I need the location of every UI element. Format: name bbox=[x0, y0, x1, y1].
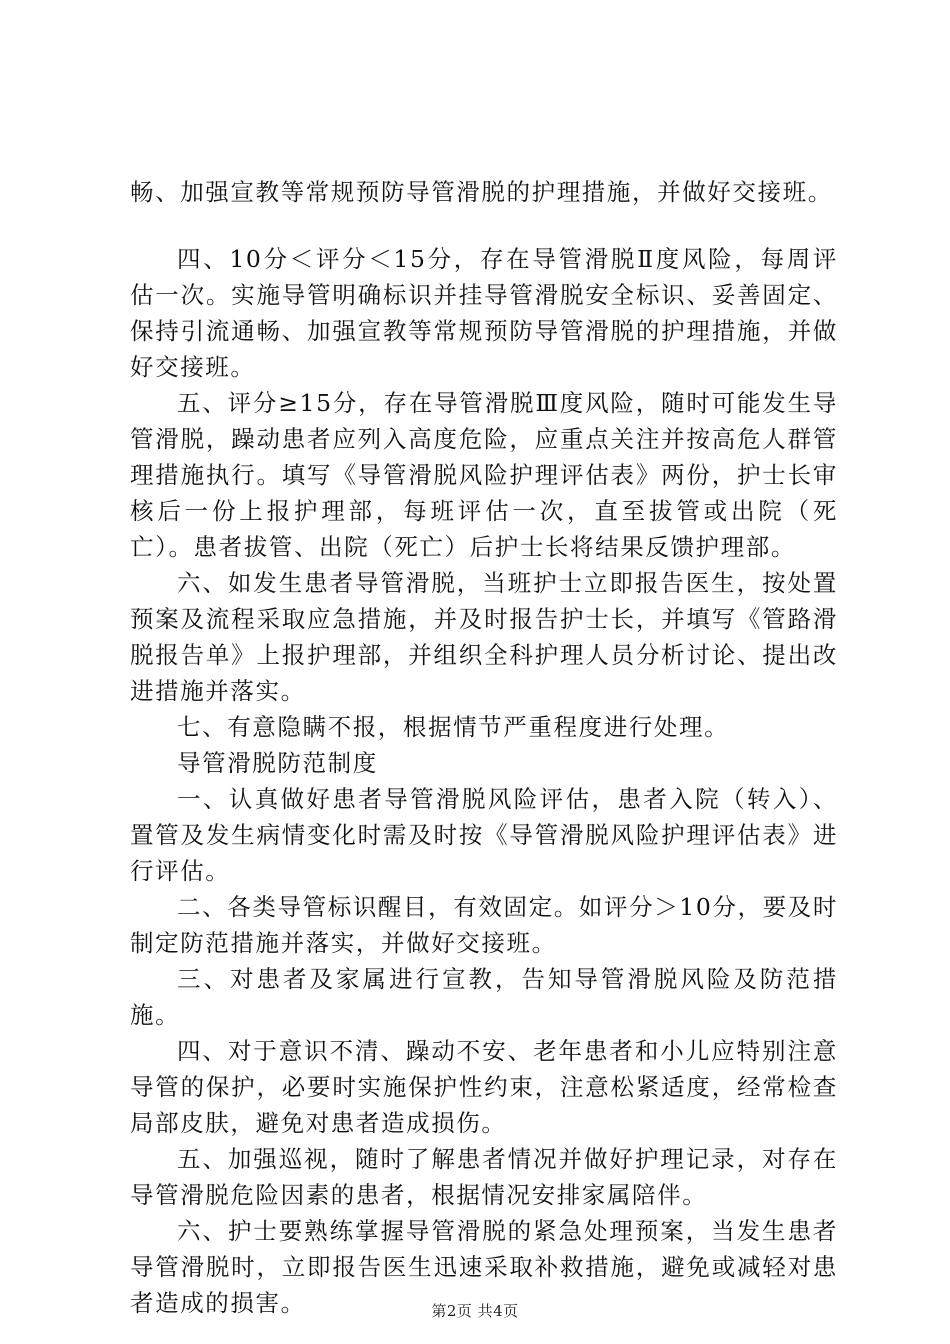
paragraph-continuation: 畅、加强宣教等常规预防导管滑脱的护理措施，并做好交接班。 bbox=[130, 178, 833, 206]
paragraph-item-5: 五、评分≥15分，存在导管滑脱Ⅲ度风险，随时可能发生导管滑脱，躁动患者应列入高度危险，应重点关注并按高危人群管理措施执行。填写《导管滑脱风险护理评估表》两份，护士长审核后一份上报护理部，每班评估一次，直至拔管或出院（死亡）。患者拔管、出院（死亡）后护士长将结果反馈护理部。 bbox=[130, 389, 838, 561]
paragraph-item-6: 六、如发生患者导管滑脱，当班护士立即报告医生，按处置预案及流程采取应急措施，并及时报告护士长，并填写《管路滑脱报告单》上报护理部，并组织全科护理人员分析讨论、提出改进措施并落实。 bbox=[130, 569, 838, 705]
paragraph-rule-4: 四、对于意识不清、躁动不安、老年患者和小儿应特别注意导管的保护，必要时实施保护性约束，注意松紧适度，经常检查局部皮肤，避免对患者造成损伤。 bbox=[130, 1037, 838, 1137]
paragraph-rule-3: 三、对患者及家属进行宣教，告知导管滑脱风险及防范措施。 bbox=[130, 965, 838, 1029]
section-heading: 导管滑脱防范制度 bbox=[177, 749, 378, 777]
paragraph-item-4: 四、10分＜评分＜15分，存在导管滑脱Ⅱ度风险，每周评估一次。实施导管明确标识并挂导管滑脱安全标识、妥善固定、保持引流通畅、加强宣教等常规预防导管滑脱的护理措施，并做好交接班。 bbox=[130, 245, 838, 381]
paragraph-item-7: 七、有意隐瞒不报，根据情节严重程度进行处理。 bbox=[177, 713, 730, 741]
paragraph-rule-2: 二、各类导管标识醒目，有效固定。如评分＞10分，要及时制定防范措施并落实，并做好交接班。 bbox=[130, 893, 838, 957]
paragraph-rule-5: 五、加强巡视，随时了解患者情况并做好护理记录，对存在导管滑脱危险因素的患者，根据情况安排家属陪伴。 bbox=[130, 1145, 838, 1209]
paragraph-rule-6: 六、护士要熟练掌握导管滑脱的紧急处理预案，当发生患者导管滑脱时，立即报告医生迅速采取补救措施，避免或减轻对患者造成的损害。 bbox=[130, 1217, 838, 1317]
page-number-footer: 第2页 共4页 bbox=[431, 1302, 519, 1320]
document-body bbox=[130, 174, 838, 1321]
paragraph-rule-1: 一、认真做好患者导管滑脱风险评估，患者入院（转入）、置管及发生病情变化时需及时按《导管滑脱风险护理评估表》进行评估。 bbox=[130, 785, 838, 885]
